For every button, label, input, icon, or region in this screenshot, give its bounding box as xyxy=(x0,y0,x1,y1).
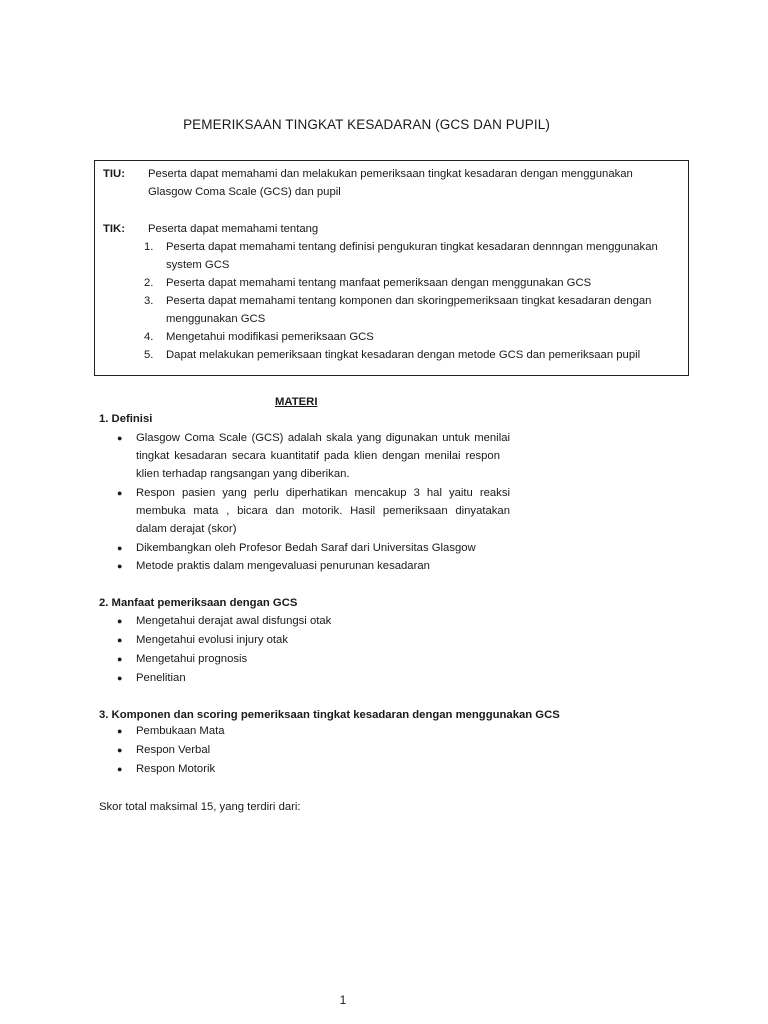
section-heading: 3. Komponen dan scoring pemeriksaan tingkat kesadaran dengan menggunakan GCS xyxy=(99,709,560,721)
bullet-icon: ● xyxy=(117,745,123,755)
tik-item-number: 4. xyxy=(144,331,154,343)
page-title: PEMERIKSAAN TINGKAT KESADARAN (GCS DAN PUPIL) xyxy=(183,117,550,132)
bullet-icon: ● xyxy=(117,726,123,736)
bullet-text: Dikembangkan oleh Profesor Bedah Saraf dari Universitas Glasgow xyxy=(136,542,476,554)
tik-item-text: Mengetahui modifikasi pemeriksaan GCS xyxy=(166,331,374,343)
tiu-label: TIU: xyxy=(103,168,125,180)
bullet-text: Mengetahui prognosis xyxy=(136,653,248,665)
bullet-text: Respon Motorik xyxy=(136,763,216,775)
bullet-text: Glasgow Coma Scale (GCS) adalah skala yang digunakan untuk menilai xyxy=(136,432,510,444)
bullet-icon: ● xyxy=(117,673,123,683)
tik-item-number: 3. xyxy=(144,295,154,307)
bullet-icon: ● xyxy=(117,433,123,443)
tik-item-text: Peserta dapat memahami tentang manfaat pemeriksaan dengan menggunakan GCS xyxy=(166,277,592,289)
tik-item-text: Peserta dapat memahami tentang komponen dan skoringpemeriksaan tingkat kesadaran dengan xyxy=(166,295,652,307)
bullet-text: Pembukaan Mata xyxy=(136,725,225,737)
bullet-text: Respon Verbal xyxy=(136,744,211,756)
bullet-text: Penelitian xyxy=(136,672,186,684)
tik-item-text: menggunakan GCS xyxy=(166,313,266,325)
bullet-icon: ● xyxy=(117,616,123,626)
bullet-text: Metode praktis dalam mengevaluasi penurunan kesadaran xyxy=(136,560,430,572)
page-number: 1 xyxy=(339,993,347,1007)
bullet-icon: ● xyxy=(117,543,123,553)
bullet-text: dalam derajat (skor) xyxy=(136,523,237,535)
bullet-icon: ● xyxy=(117,654,123,664)
tiu-text-line-2: Glasgow Coma Scale (GCS) dan pupil xyxy=(148,186,341,198)
closing-text: Skor total maksimal 15, yang terdiri dari: xyxy=(99,801,301,813)
tik-label: TIK: xyxy=(103,223,125,235)
tik-item-number: 5. xyxy=(144,349,154,361)
bullet-text: Mengetahui derajat awal disfungsi otak xyxy=(136,615,332,627)
tik-item-text: Peserta dapat memahami tentang definisi pengukuran tingkat kesadaran dennngan menggunakan xyxy=(166,241,658,253)
tik-item-text: system GCS xyxy=(166,259,230,271)
tik-item-number: 2. xyxy=(144,277,154,289)
bullet-icon: ● xyxy=(117,764,123,774)
section-heading: 2. Manfaat pemeriksaan dengan GCS xyxy=(99,597,298,609)
bullet-text: Respon pasien yang perlu diperhatikan mencakup 3 hal yaitu reaksi xyxy=(136,487,510,499)
bullet-text: klien terhadap rangsangan yang diberikan. xyxy=(136,468,350,480)
bullet-icon: ● xyxy=(117,488,123,498)
bullet-icon: ● xyxy=(117,635,123,645)
materi-heading: MATERI xyxy=(275,396,318,408)
bullet-icon: ● xyxy=(117,561,123,571)
tiu-text-line-1: Peserta dapat memahami dan melakukan pemeriksaan tingkat kesadaran dengan menggunakan xyxy=(148,168,633,180)
tik-item-number: 1. xyxy=(144,241,154,253)
bullet-text: Mengetahui evolusi injury otak xyxy=(136,634,288,646)
tik-item-text: Dapat melakukan pemeriksaan tingkat kesadaran dengan metode GCS dan pemeriksaan pupil xyxy=(166,349,641,361)
section-heading: 1. Definisi xyxy=(99,413,153,425)
bullet-text: tingkat kesadaran secara kuantitatif pada klien dengan menilai respon xyxy=(136,450,500,462)
bullet-text: membuka mata , bicara dan motorik. Hasil pemeriksaan dinyatakan xyxy=(136,505,510,517)
tik-intro: Peserta dapat memahami tentang xyxy=(148,223,319,235)
